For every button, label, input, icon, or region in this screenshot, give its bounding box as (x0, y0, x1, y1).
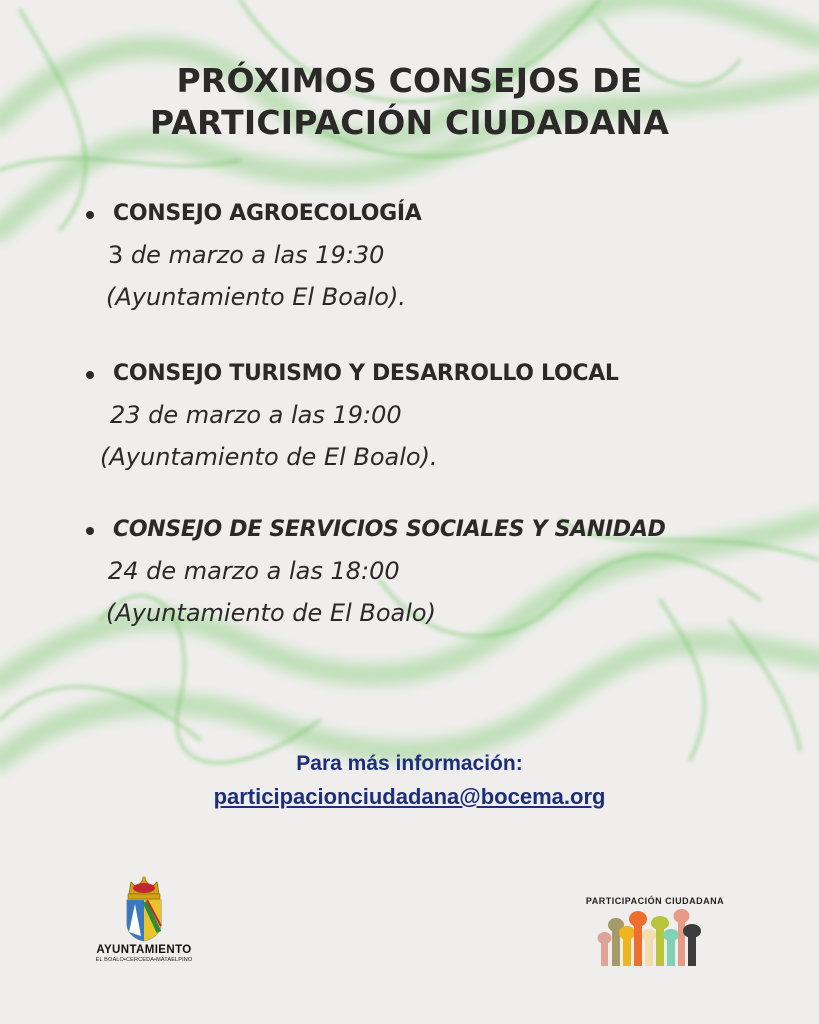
event-date: 3 de marzo a las 19:30 (108, 241, 385, 269)
event-location: (Ayuntamiento de El Boalo) (106, 599, 436, 627)
event-title: CONSEJO TURISMO Y DESARROLLO LOCAL (86, 354, 786, 394)
raised-hands-icon (595, 908, 715, 966)
ayuntamiento-logo (82, 876, 206, 963)
bullet-icon (86, 211, 94, 219)
event-location: (Ayuntamiento El Boalo). (106, 283, 406, 311)
participacion-logo-title: PARTICIPACIÓN CIUDADANA (585, 896, 725, 906)
event-date: 23 de marzo a las 19:00 (110, 401, 402, 429)
ayuntamiento-subtitle: EL BOALO•CERCEDA•MATAELPINO (95, 957, 193, 963)
event-item (86, 354, 786, 510)
event-title: CONSEJO AGROECOLOGÍA (86, 194, 786, 234)
contact-label: Para más información: (296, 752, 523, 775)
contact-email-link[interactable]: participacionciudadana@bocema.org (213, 784, 606, 809)
bullet-icon (86, 527, 94, 535)
event-location: (Ayuntamiento de El Boalo). (100, 443, 438, 471)
page-title (0, 60, 819, 144)
participacion-ciudadana-logo (570, 896, 740, 966)
event-item (86, 194, 786, 354)
ayuntamiento-name: AYUNTAMIENTO (96, 944, 192, 956)
bullet-icon (86, 371, 94, 379)
title-line-1: PRÓXIMOS CONSEJOS DE (176, 61, 643, 100)
coat-of-arms-icon (123, 876, 165, 942)
event-item (86, 510, 786, 634)
title-line-2: PARTICIPACIÓN CIUDADANA (149, 103, 670, 142)
event-title: CONSEJO DE SERVICIOS SOCIALES Y SANIDAD (86, 510, 786, 550)
events-list (86, 194, 786, 634)
event-date: 24 de marzo a las 18:00 (108, 557, 400, 585)
contact-info (0, 748, 819, 814)
